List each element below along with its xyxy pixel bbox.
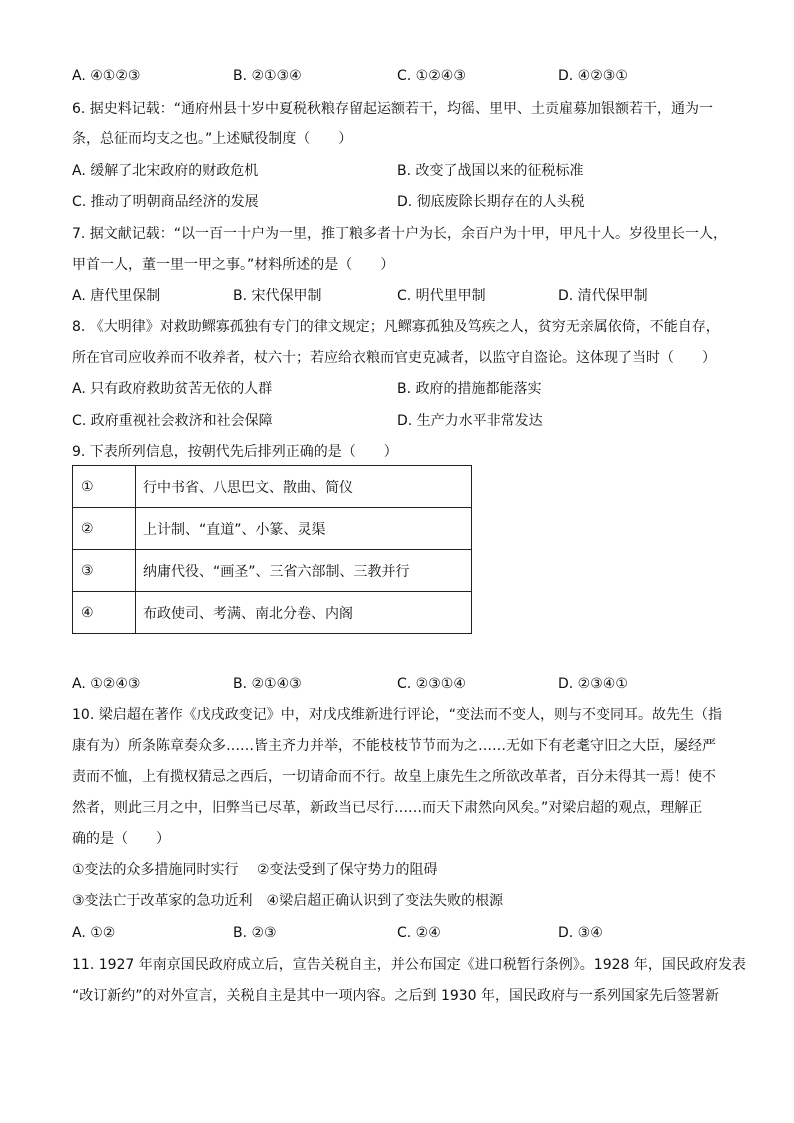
row-text: 纳庸代役、“画圣”、三省六部制、三教并行 (136, 550, 472, 592)
table-row (73, 466, 472, 508)
q6-option-d: D. 彻底废除长期存在的人头税 (397, 194, 585, 210)
q9-option-a: A. ①②④③ (72, 676, 141, 692)
q7-option-c: C. 明代里甲制 (397, 288, 486, 304)
q10-option-b: B. ②③ (233, 925, 277, 941)
q11-line-1: 11. 1927 年南京国民政府成立后，宣告关税自主，并公布国定《进口税暂行条例》。1928 年，国民政府发表 (72, 957, 746, 973)
q8-option-b: B. 政府的措施都能落实 (397, 381, 542, 397)
q7-option-a: A. 唐代里保制 (72, 288, 161, 304)
q10-option-c: C. ②④ (397, 925, 441, 941)
q8-option-a: A. 只有政府救助贫苦无依的人群 (72, 381, 273, 397)
table-row (73, 508, 472, 550)
row-number: ① (73, 466, 136, 508)
q6-option-c: C. 推动了明朝商品经济的发展 (72, 194, 259, 210)
q5-option-c: C. ①②④③ (397, 68, 466, 84)
q11-line-2: “改订新约”的对外宣言，关税自主是其中一项内容。之后到 1930 年，国民政府与一系列国家先后签署新 (72, 988, 720, 1004)
q9-option-b: B. ②①④③ (233, 676, 302, 692)
q6-stem-line-2: 条，总征而均支之也。”上述赋役制度（ ） (72, 131, 353, 147)
table-row (73, 550, 472, 592)
q6-option-b: B. 改变了战国以来的征税标准 (397, 163, 584, 179)
q9-info-table (72, 465, 472, 634)
row-text: 上计制、“直道”、小篆、灵渠 (136, 508, 472, 550)
q10-line-4: 然者，则此三月之中，旧弊当已尽革，新政当已尽行……而天下肃然向风矣。”对梁启超的观点，理解正 (72, 800, 703, 816)
q7-stem-line-1: 7. 据文献记载：“以一百一十户为一里，推丁粮多者十户为长，余百户为十甲，甲凡十人。岁役里长一人， (72, 226, 728, 242)
q10-option-d: D. ③④ (558, 925, 603, 941)
row-text: 行中书省、八思巴文、散曲、简仪 (136, 466, 472, 508)
q9-stem: 9. 下表所列信息，按朝代先后排列正确的是（ ） (72, 444, 398, 460)
q9-option-d: D. ②③④① (558, 676, 628, 692)
row-number: ② (73, 508, 136, 550)
q8-stem-line-1: 8. 《大明律》对救助鳏寡孤独有专门的律文规定；凡鳏寡孤独及笃疾之人，贫穷无亲属依倚，不能自存， (72, 319, 720, 335)
q9-option-c: C. ②③①④ (397, 676, 466, 692)
q8-option-c: C. 政府重视社会救济和社会保障 (72, 413, 273, 429)
q10-statements-2: ③变法亡于改革家的急功近利 ④梁启超正确认识到了变法失败的根源 (72, 893, 504, 909)
q8-option-d: D. 生产力水平非常发达 (397, 413, 543, 429)
q7-stem-line-2: 甲首一人，董一里一甲之事。”材料所述的是（ ） (72, 257, 395, 273)
q7-option-d: D. 清代保甲制 (558, 288, 648, 304)
q6-stem-line-1: 6. 据史料记载：“通府州县十岁中夏税秋粮存留起运额若干，均徭、里甲、土贡雇募加银额若干，通为一 (72, 101, 714, 117)
row-number: ④ (73, 592, 136, 634)
q5-option-d: D. ④②③① (558, 68, 628, 84)
q8-stem-line-2: 所在官司应收养而不收养者，杖六十；若应给衣粮而官吏克减者，以监守自盗论。这体现了当时（ ） (72, 350, 716, 366)
q10-line-3: 责而不恤，上有揽权猜忌之西后，一切请命而不行。故皇上康先生之所欲改革者，百分未得其一焉！使不 (72, 769, 716, 785)
q10-statements-1: ①变法的众多措施同时实行 ②变法受到了保守势力的阻碍 (72, 862, 438, 878)
q5-option-a: A. ④①②③ (72, 68, 141, 84)
q10-line-1: 10. 梁启超在著作《戊戌政变记》中，对戊戌维新进行评论，“变法而不变人，则与不变同耳。故先生（指 (72, 707, 722, 723)
q5-option-b: B. ②①③④ (233, 68, 302, 84)
q10-line-2: 康有为）所条陈章奏众多……皆主齐力并举，不能枝枝节节而为之……无如下有老耄守旧之大臣，屡经严 (72, 738, 716, 754)
table-row (73, 592, 472, 634)
row-text: 布政使司、考满、南北分卷、内阁 (136, 592, 472, 634)
q10-option-a: A. ①② (72, 925, 116, 941)
q10-line-5: 确的是（ ） (72, 831, 170, 847)
q6-option-a: A. 缓解了北宋政府的财政危机 (72, 163, 259, 179)
q7-option-b: B. 宋代保甲制 (233, 288, 322, 304)
row-number: ③ (73, 550, 136, 592)
